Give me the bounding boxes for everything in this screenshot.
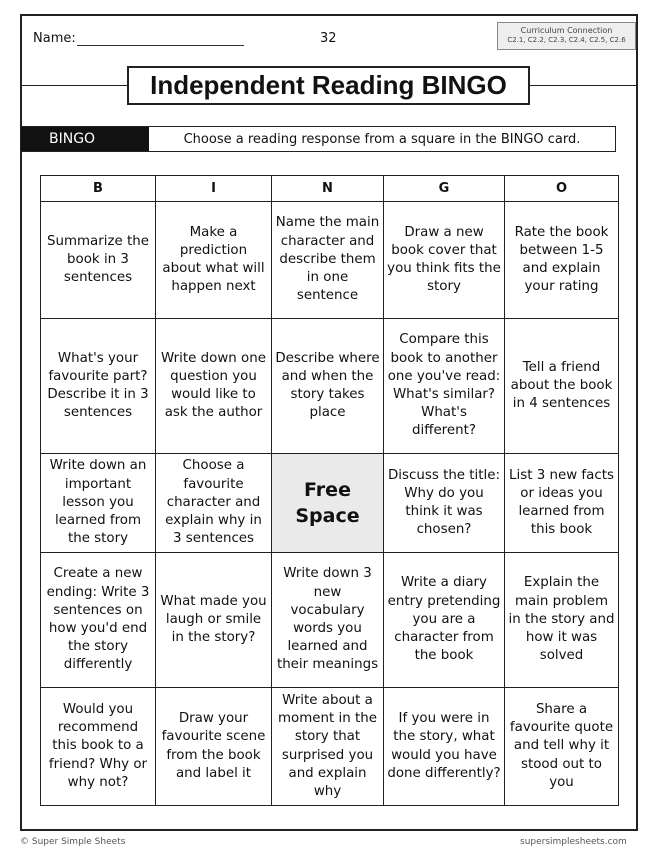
curriculum-connection-codes: C2.1, C2.2, C2.3, C2.4, C2.5, C2.6 [507,36,626,44]
bingo-square[interactable]: Explain the main problem in the story and how it was solved [505,553,619,688]
instruction-banner [20,126,616,152]
bingo-card [40,175,619,806]
bingo-square[interactable]: Describe where and when the story takes place [272,319,384,454]
bingo-square[interactable]: Write a diary entry pretending you are a character from the book [384,553,505,688]
banner-instruction: Choose a reading response from a square in the BINGO card. [183,131,581,147]
curriculum-connection-box [497,22,636,50]
bingo-row [41,202,619,319]
column-header-n: N [272,176,384,202]
bingo-square[interactable]: Draw a new book cover that you think fits the story [384,202,505,319]
bingo-square[interactable]: Share a favourite quote and tell why it stood out to you [505,688,619,806]
bingo-square[interactable]: Write down an important lesson you learned from the story [41,454,156,553]
bingo-row [41,454,619,553]
bingo-square[interactable]: Make a prediction about what will happen next [156,202,272,319]
name-input-line[interactable] [77,45,244,46]
bingo-square[interactable]: Summarize the book in 3 sentences [41,202,156,319]
page-number: 32 [320,31,337,46]
column-header-b: B [41,176,156,202]
bingo-row [41,688,619,806]
bingo-square[interactable]: List 3 new facts or ideas you learned from this book [505,454,619,553]
bingo-square[interactable]: Create a new ending: Write 3 sentences on how you'd end the story differently [41,553,156,688]
bingo-square[interactable]: Would you recommend this book to a friend? Why or why not? [41,688,156,806]
bingo-header-row [41,176,619,202]
bingo-square[interactable]: Name the main character and describe them in one sentence [272,202,384,319]
footer-website: supersimplesheets.com [520,837,627,847]
bingo-square[interactable]: Discuss the title: Why do you think it was chosen? [384,454,505,553]
bingo-square[interactable]: Write down 3 new vocabulary words you learned and their meanings [272,553,384,688]
banner-label: BINGO [21,127,149,151]
bingo-row [41,319,619,454]
column-header-i: I [156,176,272,202]
bingo-square[interactable]: Tell a friend about the book in 4 sentences [505,319,619,454]
name-label: Name: [33,31,76,46]
page-title: Independent Reading BINGO [150,70,507,100]
bingo-square[interactable]: What made you laugh or smile in the story? [156,553,272,688]
title-box [127,66,530,105]
free-space-square[interactable]: Free Space [272,454,384,553]
bingo-square[interactable]: Write about a moment in the story that surprised you and explain why [272,688,384,806]
curriculum-connection-title: Curriculum Connection [520,26,613,35]
footer-copyright: © Super Simple Sheets [20,837,126,847]
column-header-g: G [384,176,505,202]
bingo-square[interactable]: If you were in the story, what would you have done differently? [384,688,505,806]
bingo-square[interactable]: Rate the book between 1-5 and explain your rating [505,202,619,319]
bingo-table [40,175,619,806]
bingo-square[interactable]: What's your favourite part? Describe it in 3 sentences [41,319,156,454]
bingo-square[interactable]: Write down one question you would like to ask the author [156,319,272,454]
bingo-square[interactable]: Choose a favourite character and explain why in 3 sentences [156,454,272,553]
column-header-o: O [505,176,619,202]
bingo-row [41,553,619,688]
bingo-square[interactable]: Compare this book to another one you've read: What's similar? What's different? [384,319,505,454]
bingo-square[interactable]: Draw your favourite scene from the book and label it [156,688,272,806]
